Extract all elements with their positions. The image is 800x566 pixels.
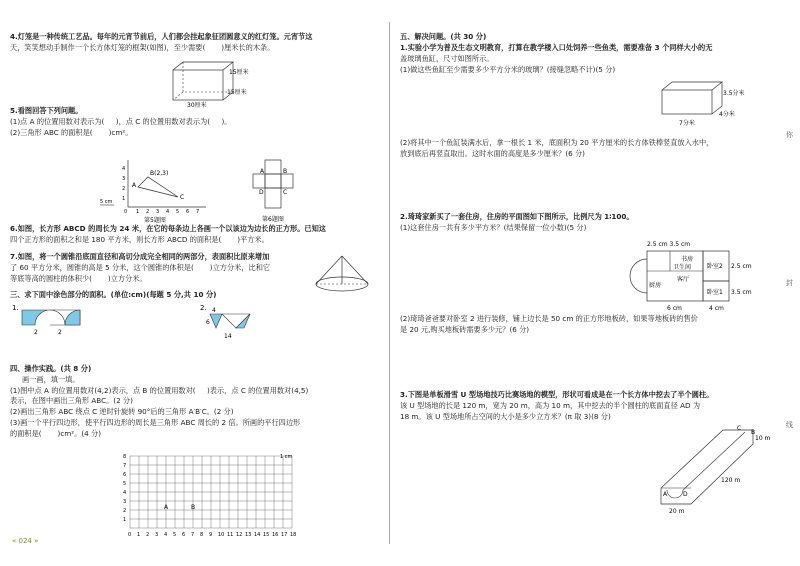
- grid-x-tick: 16: [272, 532, 279, 538]
- left-column: [0, 0, 390, 566]
- point-a-label: A: [132, 182, 137, 189]
- fish-tank-figure: [657, 80, 767, 128]
- question-7: [10, 252, 310, 284]
- margin-char-2: 封: [786, 279, 793, 287]
- problem-1-part2: [400, 138, 775, 160]
- x-tick-1: 1: [136, 209, 140, 215]
- dim-6: 6: [206, 319, 210, 326]
- dim-35: 3.5 cm: [731, 289, 752, 296]
- coordinate-grid: [122, 448, 302, 540]
- problem-2-part2: [400, 314, 775, 336]
- point-b-label: B(2,3): [150, 170, 169, 177]
- grid-y-tick: 6: [123, 472, 127, 478]
- dim-length: 30厘米: [187, 102, 207, 109]
- dim-depth: 15厘米: [227, 89, 247, 96]
- room-bed1: 卧室1: [707, 289, 723, 296]
- q6-line2: 四个正方形的面积之和是 180 平方米，则长方形 ABCD 的面积是( )平方米。: [10, 234, 269, 244]
- section-4: [10, 364, 385, 440]
- y-tick-1: 1: [122, 196, 126, 202]
- grid-x-tick: 13: [245, 532, 252, 538]
- margin-char-3: 线: [786, 421, 793, 429]
- grid-x-tick: 1: [137, 532, 141, 538]
- q7-line3: 等底等高的圆柱的体积少( )立方分米。: [10, 273, 147, 283]
- p1-line2: 盖玻璃鱼缸，尺寸如图所示。: [400, 53, 494, 63]
- problem-2: [400, 212, 775, 234]
- problem-1: [400, 43, 775, 75]
- y-tick-3: 3: [122, 176, 126, 182]
- grid-x-tick: 8: [200, 532, 204, 538]
- grid-x-tick: 7: [191, 532, 195, 538]
- p1-line1: 1.实验小学为普及生态文明教育，打算在教学楼入口处饲养一些鱼类，需要准备 3 个同样大小的无: [400, 43, 713, 52]
- question-6: [10, 224, 385, 246]
- p3-line3: 18 m。该 U 型场地所占空间的大小是多少立方米？(π 取 3)(8 分): [400, 411, 611, 421]
- grid-x-tick: 9: [209, 532, 213, 538]
- q5-line3: (2)三角形 ABC 的面积是( )cm²。: [10, 127, 133, 137]
- grid-x-tick: 10: [218, 532, 225, 538]
- fig6-caption: 第6题图: [262, 216, 284, 223]
- p3-line1: 3.下图是单板滑雪 U 型场地技巧比赛场地的模型，形状可看成是在一个长方体中挖去了半个圆柱。: [400, 390, 714, 399]
- s4-line1: (1)图中点 A 的位置用数对(4,2)表示，点 B 的位置用数对( )表示，点 C 的位置用数对(4,5): [10, 385, 309, 395]
- x-tick-2: 2: [146, 209, 150, 215]
- grid-x-tick: 6: [182, 532, 186, 538]
- question-4: [10, 32, 385, 54]
- q5-line2: (1)点 A 的位置用数对表示为( )，点 C 的位置用数对表示为( )。: [10, 116, 232, 126]
- p2-line3: (2)琦琦爸爸要对卧室 2 进行装修，铺上边长是 50 cm 的正方形地板砖，如果等地板砖的售价: [400, 314, 698, 323]
- p1-line3: (1)做这些鱼缸至少需要多少平方分米的玻璃？(接缝忽略不计)(5 分): [400, 64, 616, 74]
- grid-y-tick: 8: [123, 454, 127, 460]
- grid-x-tick: 15: [263, 532, 270, 538]
- right-column: [395, 0, 775, 566]
- u-track-figure: [653, 424, 771, 516]
- triangle-abc: [138, 177, 178, 197]
- q5-coordinate-figure: [98, 155, 218, 223]
- column-divider: [389, 22, 390, 544]
- corner-d: D: [259, 189, 264, 196]
- p1-line4: (2)将其中一个鱼缸装满水后，拿一根长 1 米，底面积为 20 平方厘米的长方体铁棒竖直放入水中，: [400, 138, 714, 147]
- grid-x-tick: 3: [155, 532, 159, 538]
- grid-x-tick: 2: [146, 532, 150, 538]
- s3-title: 三、求下面中涂色部分的面积。(单位:cm)(每题 5 分,共 10 分): [10, 290, 217, 299]
- grid-x-tick: 14: [254, 532, 261, 538]
- fig1-number: 1.: [12, 304, 19, 312]
- corner-c: C: [283, 189, 288, 196]
- floor-plan-figure: [625, 237, 765, 313]
- s4-line5: 的面积是( )cm²。(4 分): [10, 428, 102, 438]
- label-d: D: [683, 491, 688, 498]
- dim-2b: 2: [58, 329, 62, 336]
- s5-title: 五、解决问题。(共 30 分): [400, 32, 487, 41]
- grid-y-tick: 1: [123, 517, 127, 523]
- x-tick-3: 3: [156, 209, 160, 215]
- grid-y-tick: 3: [123, 499, 127, 505]
- y-tick-4: 4: [122, 166, 126, 172]
- tank-height: 3.5分米: [723, 90, 745, 97]
- q7-line1: 7.如图，将一个圆锥沿底面直径和高切分成完全相同的两部分，表面积比原来增加: [10, 252, 270, 261]
- grid-point-b: B: [191, 504, 196, 511]
- x-tick-4: 4: [166, 209, 170, 215]
- room-living: 客厅: [677, 276, 690, 283]
- shaded-area-figures: [10, 300, 250, 340]
- grid-x-tick: 5: [173, 532, 177, 538]
- point-c-label: C: [180, 194, 185, 201]
- x-tick-7: 7: [196, 209, 200, 215]
- tank-width: 4分米: [719, 111, 735, 118]
- page-number: « 024 »: [12, 537, 39, 545]
- p2-line2: (1)这套住房一共有多少平方米？(结果保留一位小数)(5 分): [400, 222, 587, 232]
- origin-label: 0: [124, 209, 128, 215]
- q6-line1: 6.如图，长方形 ABCD 的周长为 24 米，在它的每条边上各画一个以该边为边长的正方形。已知这: [10, 224, 326, 233]
- label-a: A: [663, 491, 668, 498]
- p2-line1: 2.琦琦家新买了一套住房，住房的平面图如下图所示，比例尺为 1∶100。: [400, 212, 634, 221]
- dim-25: 2.5 cm: [731, 263, 752, 270]
- grid-x-tick: 0: [128, 532, 132, 538]
- x-tick-6: 6: [186, 209, 190, 215]
- dim-4cm: 4 cm: [709, 305, 724, 312]
- s4-line3: (2)画出三角形 ABC 绕点 C 逆时针旋转 90°后的三角形 A′B′C。(2 分): [10, 407, 234, 417]
- fig2-number: 2.: [200, 304, 207, 312]
- margin-char-1: 你: [786, 131, 793, 139]
- section-5-title: [400, 32, 775, 43]
- q4-line2: 天，笑笑想动手制作一个长方体灯笼的框架(如图)，至少需要( )厘米长的木条。: [10, 42, 275, 52]
- dim-20m: 20 m: [669, 508, 685, 515]
- dim-120m: 120 m: [721, 477, 741, 484]
- label-b: B: [751, 429, 756, 436]
- grid-unit-label: 1 cm: [280, 454, 293, 460]
- problem-3: [400, 390, 775, 422]
- q6-figure: [250, 158, 320, 226]
- s4-sub: 画一画，填一填。: [22, 374, 80, 384]
- corner-b: B: [283, 168, 288, 175]
- p2-line4: 是 20 元,购买地板砖需要多少元？(6 分): [400, 324, 530, 334]
- room-bath: 卫生间: [673, 264, 692, 271]
- grid-y-tick: 7: [123, 463, 127, 469]
- x-tick-5: 5: [176, 209, 180, 215]
- grid-point-a: A: [164, 504, 169, 511]
- page-number-value: 024: [18, 537, 32, 545]
- grid-x-tick: 12: [236, 532, 243, 538]
- dim-6cm: 6 cm: [667, 305, 682, 312]
- room-study: 书房: [681, 256, 694, 263]
- dim-height: 15厘米: [229, 69, 249, 76]
- dim-10m: 10 m: [755, 435, 771, 442]
- room-kitchen: 厨房: [649, 282, 662, 289]
- dim-2a: 2: [34, 329, 38, 336]
- grid-x-tick: 18: [290, 532, 297, 538]
- p3-line2: 该 U 型场地的长是 120 m，宽为 20 m，高为 10 m，其中挖去的半个圆柱的底面直径 AD 为: [400, 400, 701, 410]
- dim-4: 4: [212, 307, 216, 314]
- room-bed2: 卧室2: [707, 263, 723, 270]
- q7-line2: 了 60 平方分米，圆锥的高是 5 分米，这个圆锥的体积是( )立方分米，比和它: [10, 262, 271, 272]
- p1-line5: 放到底后再竖直取出。这时水面的高度是多少厘米？(6 分): [400, 148, 585, 158]
- top-dims: 2.5 cm 3.5 cm: [647, 241, 691, 248]
- y-tick-2: 2: [122, 186, 126, 192]
- grid-x-tick: 17: [281, 532, 288, 538]
- dim-14: 14: [224, 333, 232, 340]
- grid-y-tick: 4: [123, 490, 127, 496]
- fig5-caption: 第5题图: [144, 217, 166, 224]
- question-5: [10, 106, 385, 138]
- grid-x-tick: 11: [227, 532, 234, 538]
- grid-y-tick: 2: [123, 508, 127, 514]
- grid-y-tick: 5: [123, 481, 127, 487]
- label-c: C: [737, 425, 742, 432]
- corner-a: A: [260, 168, 265, 175]
- q4-line1: 4.灯笼是一种传统工艺品。每年的元宵节前后，人们都会挂起象征团圆意义的红灯笼。元宵节这: [10, 32, 313, 41]
- grid-x-tick: 4: [164, 532, 168, 538]
- s4-line2: 表示，在图中画出三角形 ABC。(2 分): [10, 396, 133, 406]
- cuboid-lantern-figure: [165, 60, 275, 108]
- s4-title: 四、操作实践。(共 8 分): [10, 364, 92, 373]
- q5-line1: 5.看图回答下列问题。: [10, 106, 83, 115]
- s4-line4: (3)画一个平行四边形，使平行四边形的周长是三角形 ABC 周长的 2 倍。所画的平行四边形: [10, 417, 301, 427]
- scale-label: 5 cm: [100, 199, 113, 205]
- tank-length: 7分米: [679, 120, 695, 127]
